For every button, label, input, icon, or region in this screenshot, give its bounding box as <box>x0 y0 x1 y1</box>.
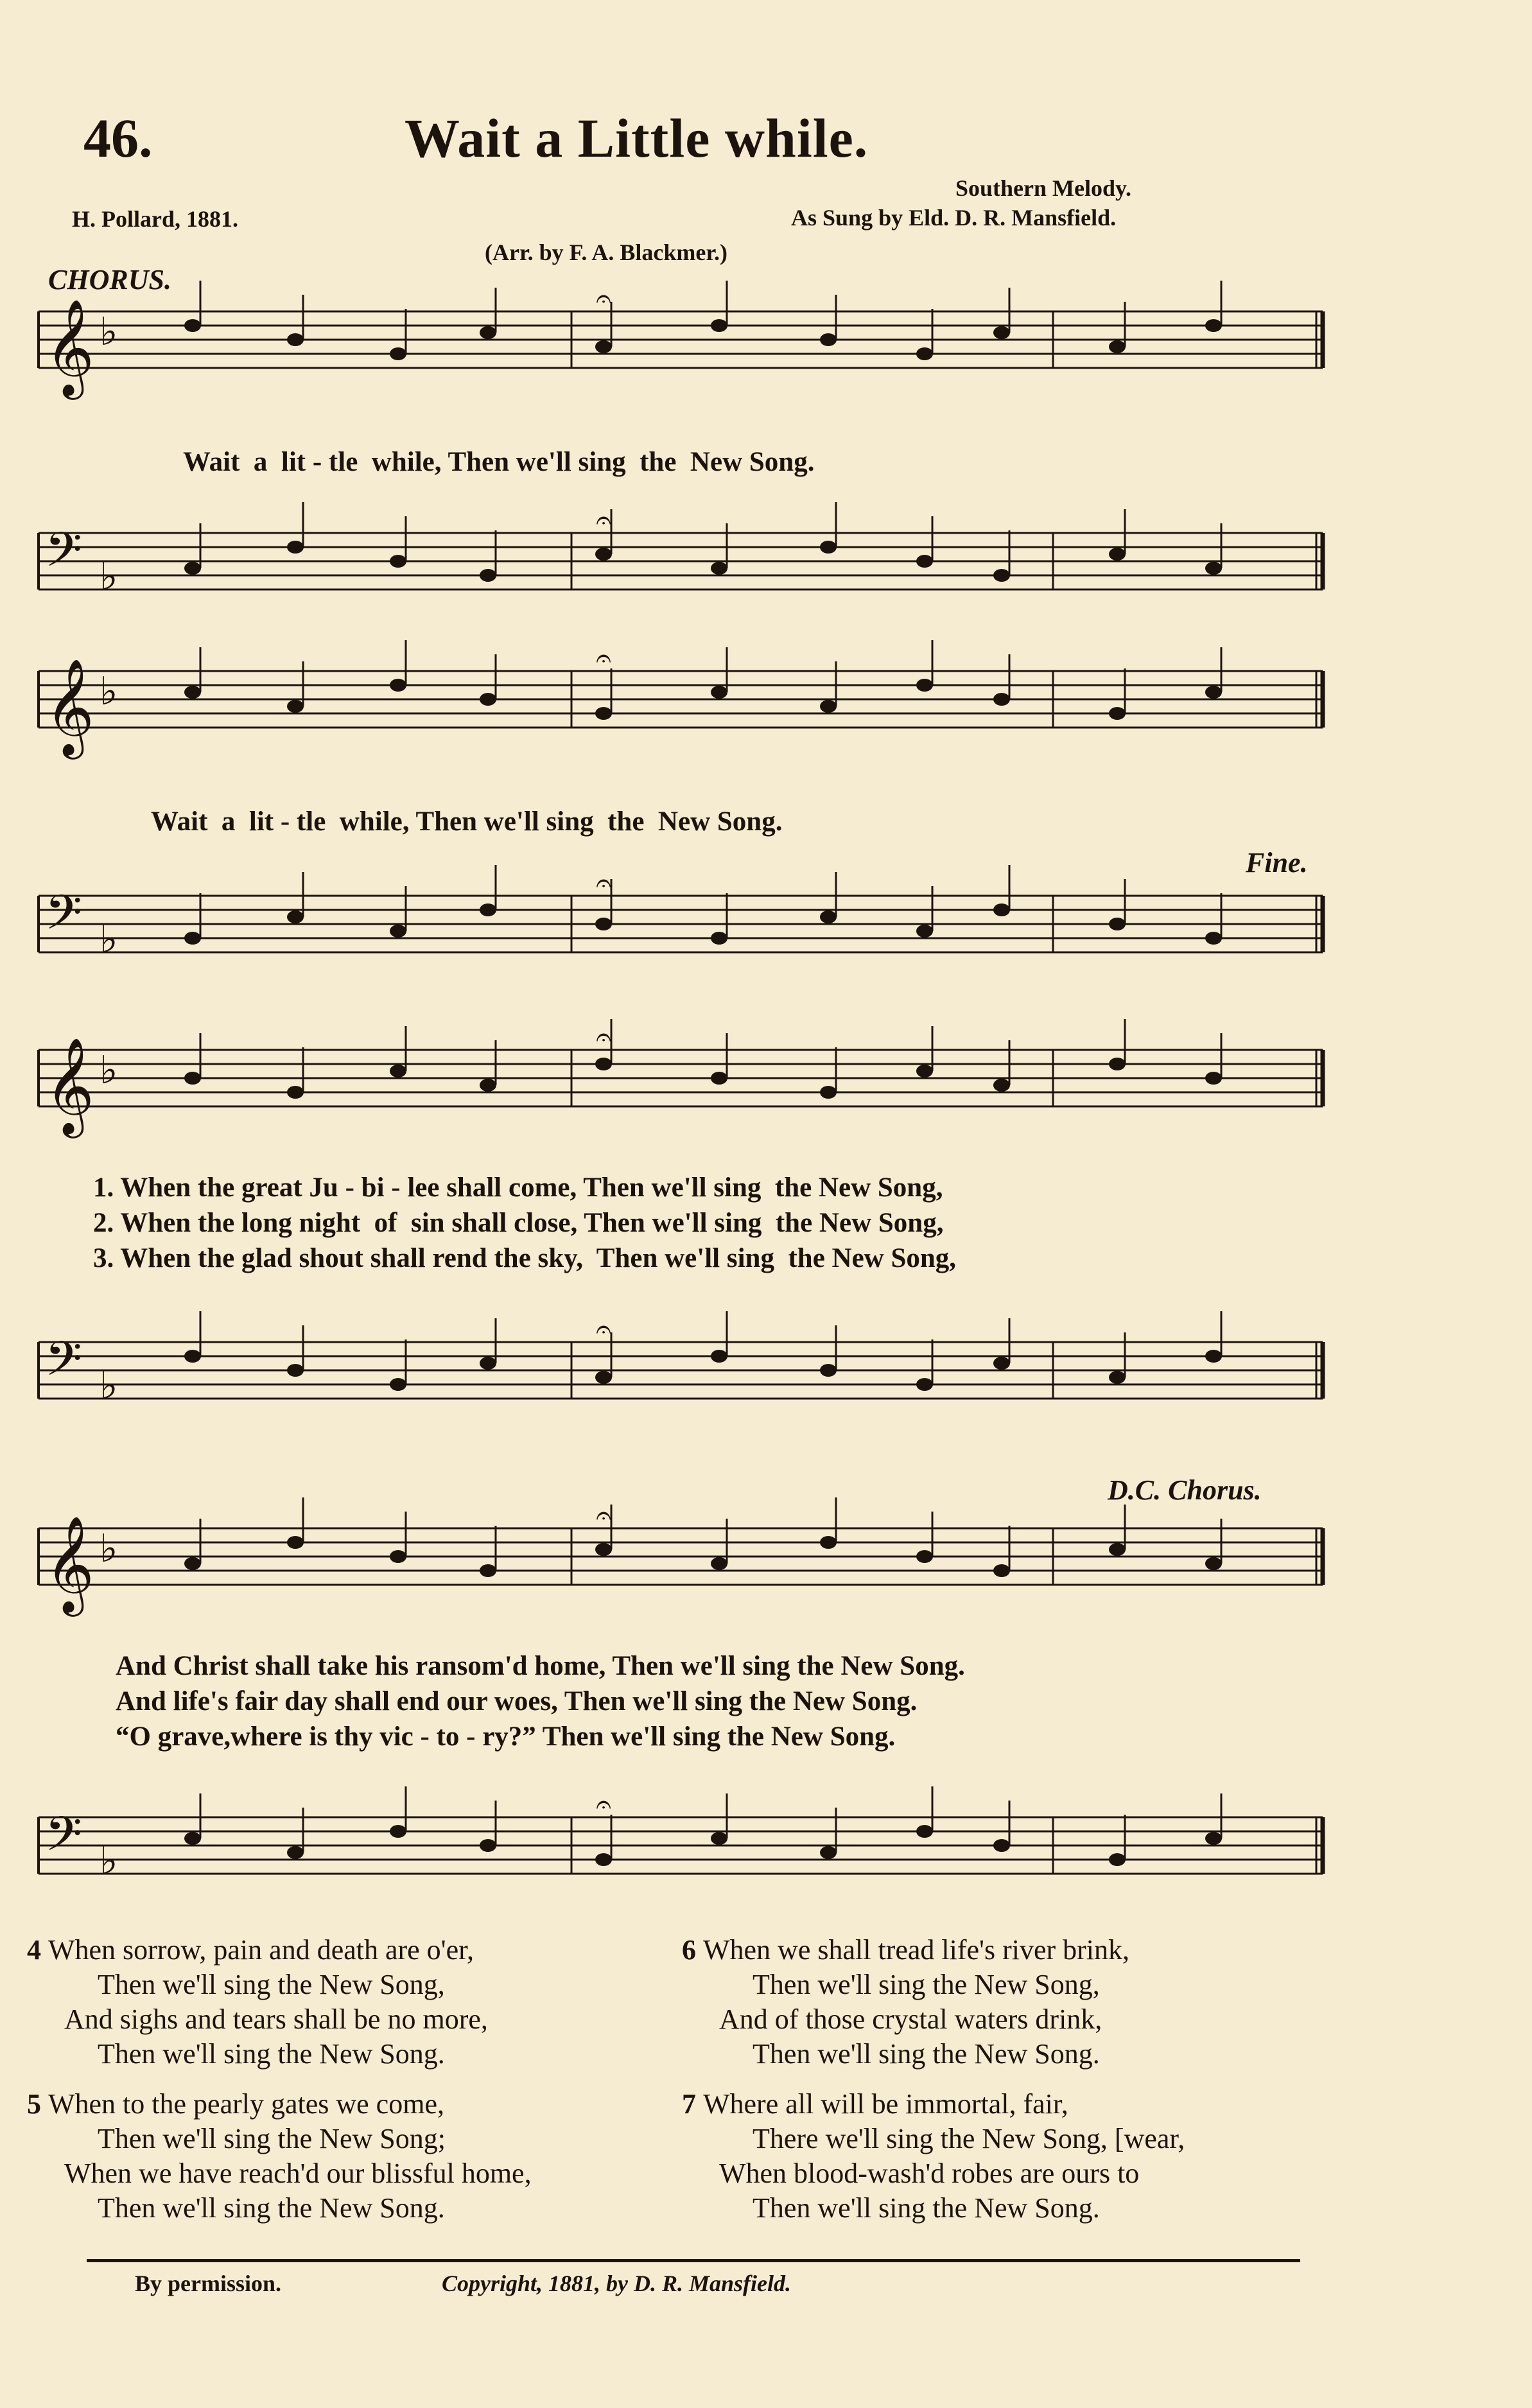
system-4-bass <box>26 1790 1336 1923</box>
fermata-icon: 𝄐 <box>596 506 611 536</box>
note-head <box>993 693 1010 706</box>
note-head <box>390 347 406 360</box>
system-2-lyric: Wait a lit - tle while, Then we'll sing the New Song. <box>151 807 783 837</box>
note-head <box>1205 932 1222 945</box>
note-head <box>595 707 612 720</box>
note-head <box>916 1825 933 1838</box>
verse-7-number: 7 <box>682 2088 696 2120</box>
treble-clef-icon: 𝄞 <box>45 1519 94 1611</box>
note-head <box>711 1350 727 1363</box>
note-head <box>1109 1853 1126 1866</box>
note-head <box>390 1065 406 1077</box>
verse-6-line-2: Then we'll sing the New Song, <box>753 1969 1100 2000</box>
note-head <box>184 562 201 575</box>
note-head <box>916 1378 933 1391</box>
note-head <box>916 555 933 568</box>
note-head <box>711 1557 727 1570</box>
note-head <box>820 911 837 923</box>
note-head <box>480 1079 496 1092</box>
note-head <box>916 1550 933 1563</box>
note-head <box>1109 1371 1126 1384</box>
note-head <box>711 1832 727 1845</box>
note-head <box>595 1543 612 1556</box>
note-head <box>820 700 837 713</box>
verse-4-line-4: Then we'll sing the New Song. <box>98 2038 445 2070</box>
verse-7-line-1: Where all will be immortal, fair, <box>703 2088 1068 2120</box>
note-head <box>184 1557 201 1570</box>
note-head <box>480 1564 496 1577</box>
note-head <box>1109 1058 1126 1070</box>
note-head <box>287 911 304 923</box>
note-head <box>287 333 304 346</box>
note-head <box>993 1564 1010 1577</box>
flat-icon: ♭ <box>100 1840 118 1882</box>
flat-icon: ♭ <box>100 670 118 713</box>
note-head <box>711 562 727 575</box>
note-head <box>390 925 406 938</box>
note-head <box>287 1364 304 1377</box>
sung-by-credit: As Sung by Eld. D. R. Mansfield. <box>791 205 1117 231</box>
flat-icon: ♭ <box>100 555 118 598</box>
note-head <box>1109 707 1126 720</box>
copyright-note: Copyright, 1881, by D. R. Mansfield. <box>442 2271 792 2296</box>
note-head <box>595 918 612 930</box>
note-head <box>711 932 727 945</box>
note-head <box>184 1350 201 1363</box>
note-head <box>993 326 1010 339</box>
note-head <box>287 1536 304 1549</box>
note-head <box>184 1832 201 1845</box>
note-head <box>184 932 201 945</box>
note-head <box>480 1357 496 1370</box>
bass-clef-icon: 𝄢 <box>45 525 82 588</box>
dc-chorus-marking: D.C. Chorus. <box>1108 1474 1262 1506</box>
fermata-icon: 𝄐 <box>596 644 611 674</box>
flat-icon: ♭ <box>100 1528 118 1570</box>
note-head <box>1205 1350 1222 1363</box>
bass-clef-icon: 𝄢 <box>45 1334 82 1397</box>
verse-4 <box>27 1933 488 2072</box>
system-1-treble <box>26 284 1336 417</box>
note-head <box>390 555 406 568</box>
fermata-icon: 𝄐 <box>596 869 611 898</box>
arranger-credit: (Arr. by F. A. Blackmer.) <box>485 240 727 265</box>
note-head <box>993 1079 1010 1092</box>
note-head <box>287 1086 304 1099</box>
note-head <box>390 1378 406 1391</box>
verse-5 <box>27 2087 532 2226</box>
note-head <box>184 686 201 699</box>
verse-2-lyric-cont: And life's fair day shall end our woes, Then we'll sing the New Song. <box>116 1686 918 1716</box>
system-3-treble <box>26 1023 1336 1156</box>
verse-5-line-2: Then we'll sing the New Song; <box>98 2123 446 2154</box>
verse-3-lyric: 3. When the glad shout shall rend the sky, Then we'll sing the New Song, <box>93 1243 957 1273</box>
note-head <box>916 679 933 692</box>
verse-6 <box>682 1933 1129 2072</box>
note-head <box>820 1364 837 1377</box>
footer-rule <box>87 2259 1300 2262</box>
note-head <box>1205 562 1222 575</box>
verse-5-number: 5 <box>27 2088 41 2120</box>
melody-source: Southern Melody. <box>955 175 1132 201</box>
hymn-number: 46. <box>83 107 153 169</box>
note-head <box>1109 918 1126 930</box>
note-head <box>1109 548 1126 561</box>
verse-4-line-3: And sighs and tears shall be no more, <box>64 2003 488 2035</box>
note-head <box>916 1065 933 1077</box>
note-head <box>916 347 933 360</box>
note-head <box>287 700 304 713</box>
note-head <box>1205 1557 1222 1570</box>
note-head <box>1109 1543 1126 1556</box>
note-head <box>595 548 612 561</box>
treble-clef-icon: 𝄞 <box>45 302 94 394</box>
note-head <box>820 1086 837 1099</box>
note-head <box>480 903 496 916</box>
system-1-lyric: Wait a lit - tle while, Then we'll sing the New Song. <box>183 447 815 477</box>
permission-note: By permission. <box>135 2271 282 2296</box>
note-head <box>820 1846 837 1859</box>
note-head <box>1205 686 1222 699</box>
bass-clef-icon: 𝄢 <box>45 1809 82 1872</box>
verse-5-line-3: When we have reach'd our blissful home, <box>64 2158 532 2189</box>
fermata-icon: 𝄐 <box>596 284 611 314</box>
note-head <box>595 1853 612 1866</box>
fermata-icon: 𝄐 <box>596 1315 611 1345</box>
note-head <box>595 1058 612 1070</box>
system-3-bass <box>26 1315 1336 1448</box>
verse-4-line-1: When sorrow, pain and death are o'er, <box>48 1934 474 1966</box>
note-head <box>390 1825 406 1838</box>
note-head <box>993 903 1010 916</box>
verse-6-line-4: Then we'll sing the New Song. <box>753 2038 1100 2070</box>
note-head <box>1109 340 1126 353</box>
chorus-label: CHORUS. <box>48 264 171 295</box>
note-head <box>711 319 727 332</box>
note-head <box>993 1839 1010 1852</box>
verse-6-number: 6 <box>682 1934 696 1966</box>
verse-2-lyric: 2. When the long night of sin shall close, Then we'll sing the New Song, <box>93 1208 944 1238</box>
note-head <box>480 326 496 339</box>
note-head <box>1205 319 1222 332</box>
verse-6-line-1: When we shall tread life's river brink, <box>703 1934 1130 1966</box>
note-head <box>916 925 933 938</box>
note-head <box>480 1839 496 1852</box>
verse-5-line-1: When to the pearly gates we come, <box>48 2088 444 2120</box>
verse-7-line-3: When blood-wash'd robes are ours to <box>719 2158 1140 2189</box>
note-head <box>390 679 406 692</box>
note-head <box>711 686 727 699</box>
verse-1-lyric-cont: And Christ shall take his ransom'd home, Then we'll sing the New Song. <box>116 1651 965 1681</box>
note-head <box>595 1371 612 1384</box>
note-head <box>287 541 304 554</box>
note-head <box>287 1846 304 1859</box>
note-head <box>820 1536 837 1549</box>
note-head <box>711 1072 727 1085</box>
system-2-treble <box>26 644 1336 777</box>
verse-3-lyric-cont: “O grave,where is thy vic - to - ry?” Then we'll sing the New Song. <box>116 1722 896 1752</box>
verse-4-line-2: Then we'll sing the New Song, <box>98 1969 445 2000</box>
hymn-title: Wait a Little while. <box>405 107 869 169</box>
note-head <box>184 1072 201 1085</box>
fermata-icon: 𝄐 <box>596 1501 611 1531</box>
flat-icon: ♭ <box>100 1049 118 1092</box>
fermata-icon: 𝄐 <box>596 1790 611 1820</box>
verse-7-line-4: Then we'll sing the New Song. <box>753 2192 1100 2224</box>
note-head <box>480 569 496 582</box>
verse-7-line-2: There we'll sing the New Song, [wear, <box>753 2123 1185 2154</box>
note-head <box>390 1550 406 1563</box>
flat-icon: ♭ <box>100 311 118 353</box>
note-head <box>820 541 837 554</box>
note-head <box>993 1357 1010 1370</box>
verse-7 <box>682 2087 1185 2226</box>
verse-6-line-3: And of those crystal waters drink, <box>719 2003 1102 2035</box>
note-head <box>595 340 612 353</box>
flat-icon: ♭ <box>100 918 118 961</box>
verse-4-number: 4 <box>27 1934 41 1966</box>
treble-clef-icon: 𝄞 <box>45 1040 94 1133</box>
flat-icon: ♭ <box>100 1365 118 1407</box>
verse-5-line-4: Then we'll sing the New Song. <box>98 2192 445 2224</box>
note-head <box>1205 1072 1222 1085</box>
fine-marking: Fine. <box>1246 847 1308 878</box>
system-2-bass <box>26 869 1336 1002</box>
treble-clef-icon: 𝄞 <box>45 661 94 754</box>
note-head <box>820 333 837 346</box>
note-head <box>184 319 201 332</box>
author-credit: H. Pollard, 1881. <box>72 206 238 232</box>
note-head <box>1205 1832 1222 1845</box>
fermata-icon: 𝄐 <box>596 1023 611 1052</box>
verse-1-lyric: 1. When the great Ju - bi - lee shall come, Then we'll sing the New Song, <box>93 1173 943 1203</box>
note-head <box>480 693 496 706</box>
system-1-bass <box>26 506 1336 639</box>
bass-clef-icon: 𝄢 <box>45 887 82 951</box>
note-head <box>993 569 1010 582</box>
system-4-treble <box>26 1501 1336 1634</box>
